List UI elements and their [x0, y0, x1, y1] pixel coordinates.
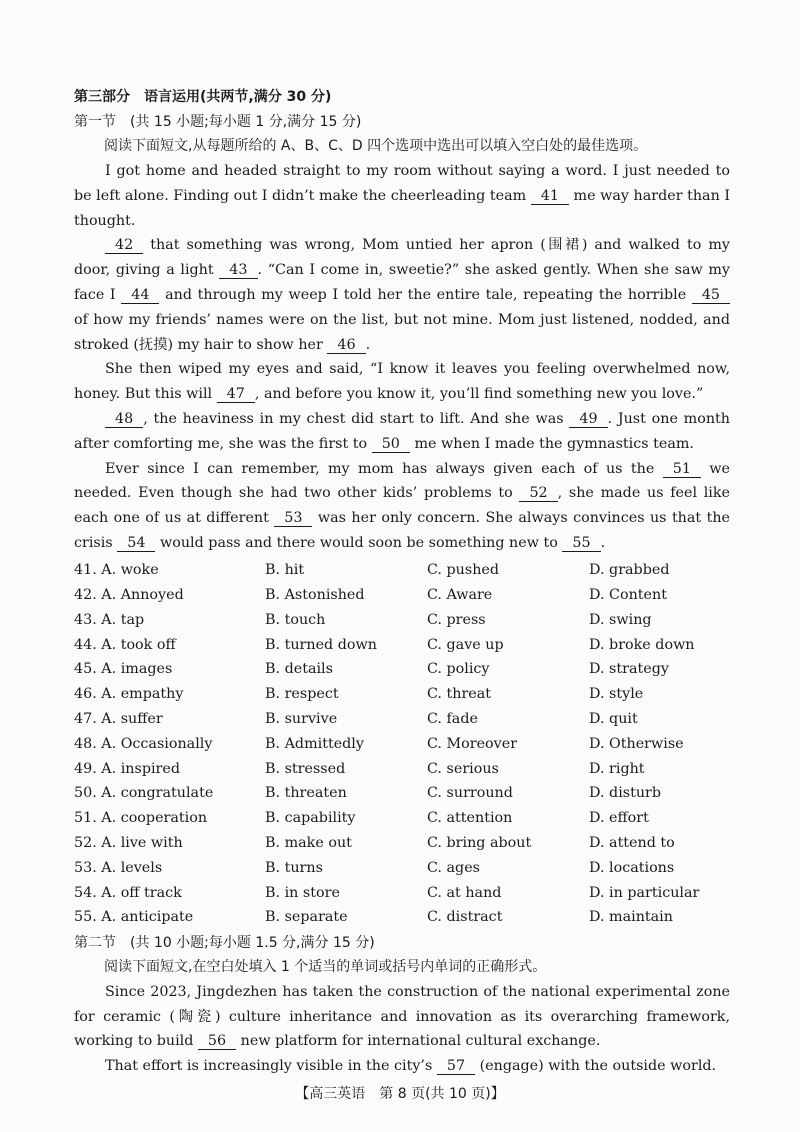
section1-instructions: 阅读下面短文,从每题所给的 A、B、C、D 四个选项中选出可以填入空白处的最佳选项。 — [104, 138, 648, 154]
blank-42: 42 — [105, 237, 143, 254]
section1-title: 第一节 (共 15 小题;每小题 1 分,满分 15 分) — [74, 114, 362, 130]
option-row-54: 54. A. off track B. in store C. at hand D. in particular — [74, 884, 700, 901]
passage-paragraph-3: She then wiped my eyes and said, “I know it leaves you feeling overwhelmed now, honey. But this will 47 , and before you know it, you’ll find something new you love.” — [74, 361, 730, 403]
blank-46: 46 — [327, 337, 365, 354]
option-row-47: 47. A. suffer B. survive C. fade D. quit — [74, 710, 638, 727]
page-footer: 【高三英语 第 8 页(共 10 页)】 — [295, 1086, 505, 1102]
exam-page — [74, 86, 730, 1079]
option-row-53: 53. A. levels B. turns C. ages D. locations — [74, 859, 675, 876]
option-row-44: 44. A. took off B. turned down C. gave up D. broke down — [74, 636, 695, 653]
blank-50: 50 — [372, 436, 410, 453]
blank-55: 55 — [562, 535, 600, 552]
blank-41: 41 — [531, 188, 569, 205]
option-row-49: 49. A. inspired B. stressed C. serious D. right — [74, 760, 645, 777]
blank-49: 49 — [569, 411, 607, 428]
section2-title: 第二节 (共 10 小题;每小题 1.5 分,满分 15 分) — [74, 934, 375, 951]
section2-paragraph-1: Since 2023, Jingdezhen has taken the construction of the national experimental zone for ceramic (陶瓷) culture inheritance and innovation as its overarching framework, working to build 56 new platform for international cultural exchange. — [74, 983, 730, 1050]
blank-54: 54 — [117, 535, 155, 552]
passage-paragraph-5: Ever since I can remember, my mom has always given each of us the 51 we needed. Even though she had two other kids’ problems to 52 , she made us feel like each one of us at different 53 was her only concern. She always convinces us that the crisis 54 would pass and there would soon be something new to 55 . — [74, 460, 731, 551]
blank-45: 45 — [692, 287, 730, 304]
section2-paragraph-2: That effort is increasingly visible in the city’s 57 (engage) with the outside world. — [105, 1058, 717, 1075]
option-row-48: 48. A. Occasionally B. Admittedly C. Moreover D. Otherwise — [74, 735, 684, 752]
option-row-51: 51. A. cooperation B. capability C. attention D. effort — [74, 810, 649, 827]
blank-53: 53 — [274, 510, 312, 527]
option-row-42: 42. A. Annoyed B. Astonished C. Aware D. Content — [74, 586, 667, 603]
passage-paragraph-2: 42 that something was wrong, Mom untied her apron (围裙) and walked to my door, giving a light 43 . “Can I come in, sweetie?” she asked gently. When she saw my face I 44 and through my weep I told her the entire tale, repeating the horrible 45 of how my friends’ names were on the list, but not mine. Mom just listened, nodded, and stroked (抚摸) my hair to show her 46 . — [74, 237, 730, 353]
section2 — [74, 933, 730, 1079]
blank-43: 43 — [219, 262, 257, 279]
option-row-52: 52. A. live with B. make out C. bring about D. attend to — [74, 834, 675, 851]
passage-paragraph-4: 48 , the heaviness in my chest did start to lift. And she was 49 . Just one month after comforting me, she was the first to 50 me when I made the gymnastics team. — [74, 410, 730, 452]
option-row-45: 45. A. images B. details C. policy D. strategy — [74, 661, 669, 678]
blank-48: 48 — [105, 411, 143, 428]
part-title: 第三部分 语言运用(共两节,满分 30 分) — [74, 89, 332, 105]
option-row-55: 55. A. anticipate B. separate C. distract D. maintain — [74, 909, 673, 926]
passage-paragraph-1: I got home and headed straight to my room without saying a word. I just needed to be left alone. Finding out I didn’t make the cheerleading team 41 me way harder than I thought. — [74, 163, 731, 229]
blank-51: 51 — [663, 461, 701, 478]
option-row-50: 50. A. congratulate B. threaten C. surround D. disturb — [74, 785, 662, 802]
blank-47: 47 — [217, 386, 255, 403]
option-row-41: 41. A. woke B. hit C. pushed D. grabbed — [74, 562, 670, 579]
option-row-43: 43. A. tap B. touch C. press D. swing — [74, 611, 652, 628]
options-list — [74, 558, 730, 930]
option-row-46: 46. A. empathy B. respect C. threat D. style — [74, 686, 644, 703]
blank-44: 44 — [121, 287, 159, 304]
blank-56: 56 — [198, 1033, 236, 1050]
section2-instructions: 阅读下面短文,在空白处填入 1 个适当的单词或括号内单词的正确形式。 — [104, 958, 547, 975]
blank-57: 57 — [437, 1058, 475, 1075]
blank-52: 52 — [519, 485, 557, 502]
